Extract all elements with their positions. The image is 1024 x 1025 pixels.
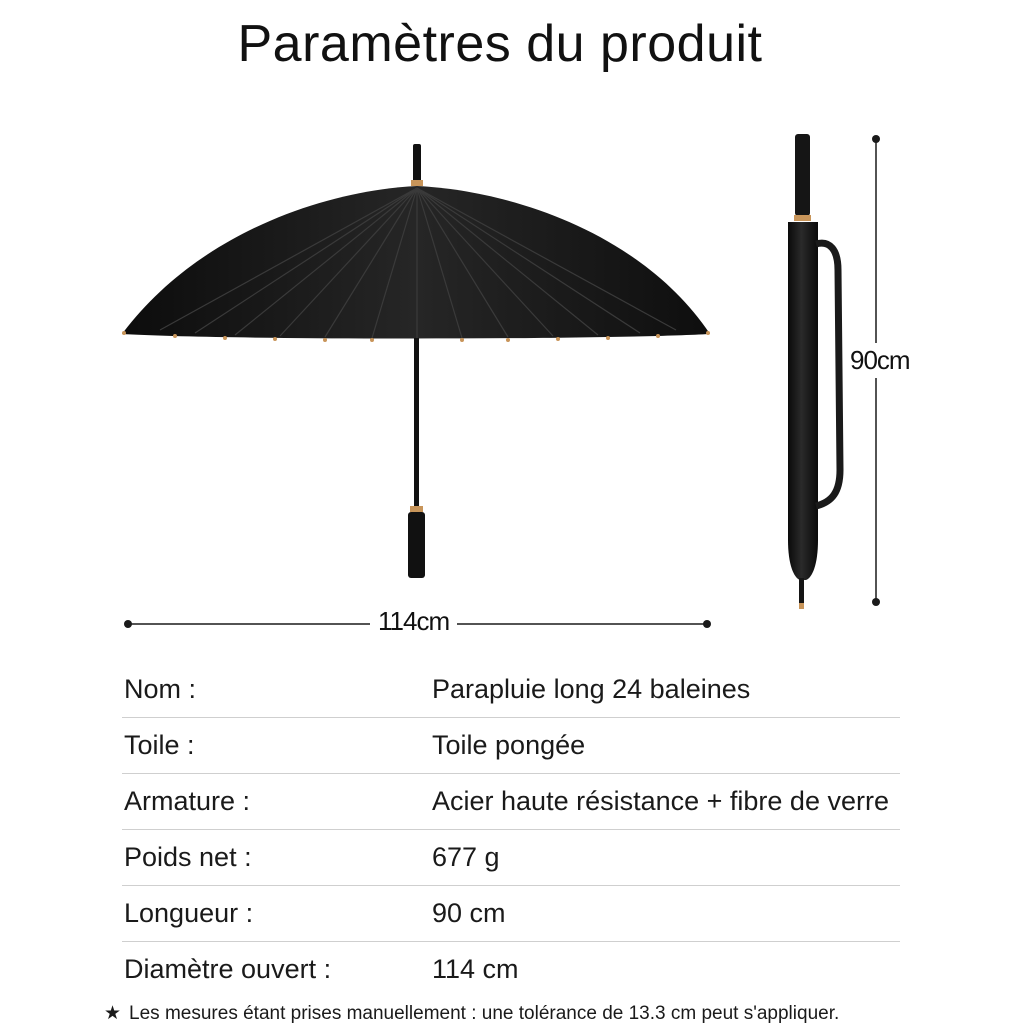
spec-table [122,662,900,997]
spec-value: 114 cm [432,954,519,984]
footnote [104,1002,839,1025]
closed-handle [795,134,810,216]
umbrella-canopy [122,186,710,339]
closed-length-label: 90cm [848,343,912,378]
closed-body [788,222,818,580]
closed-handle-ring [794,215,811,221]
spec-label: Longueur : [124,898,254,928]
open-umbrella-image [122,144,710,578]
spec-row-name [122,662,900,718]
spec-label: Poids net : [124,842,252,872]
spec-label: Armature : [124,786,251,816]
spec-row-open-diameter [122,942,900,997]
umbrella-handle [408,512,425,578]
spec-value: Toile pongée [432,730,586,760]
spec-value: 677 g [432,842,500,872]
umbrella-handle-ring [410,506,423,512]
spec-label: Diamètre ouvert : [124,954,332,984]
spec-row-weight [122,830,900,886]
spec-row-fabric [122,718,900,774]
spec-value: Acier haute résistance + fibre de verre [432,786,889,816]
spec-label: Toile : [124,730,195,760]
closed-tip-end [799,603,804,609]
spec-value: 90 cm [432,898,506,928]
umbrella-shaft [414,338,419,508]
spec-label: Nom : [124,674,197,704]
spec-value: Parapluie long 24 baleines [432,674,751,704]
umbrella-top-ring [411,180,423,186]
star-icon: ★ [104,1003,122,1024]
closed-tip [799,578,804,604]
closed-umbrella-image [788,134,840,609]
spec-row-frame [122,774,900,830]
open-width-label: 114cm [370,606,457,637]
page-title: Paramètres du produit [237,15,763,73]
umbrella-top-tip [413,144,421,184]
spec-row-length [122,886,900,942]
footnote-text: Les mesures étant prises manuellement : une tolérance de 13.3 cm peut s'appliquer. [129,1003,840,1024]
closed-strap [816,243,840,506]
